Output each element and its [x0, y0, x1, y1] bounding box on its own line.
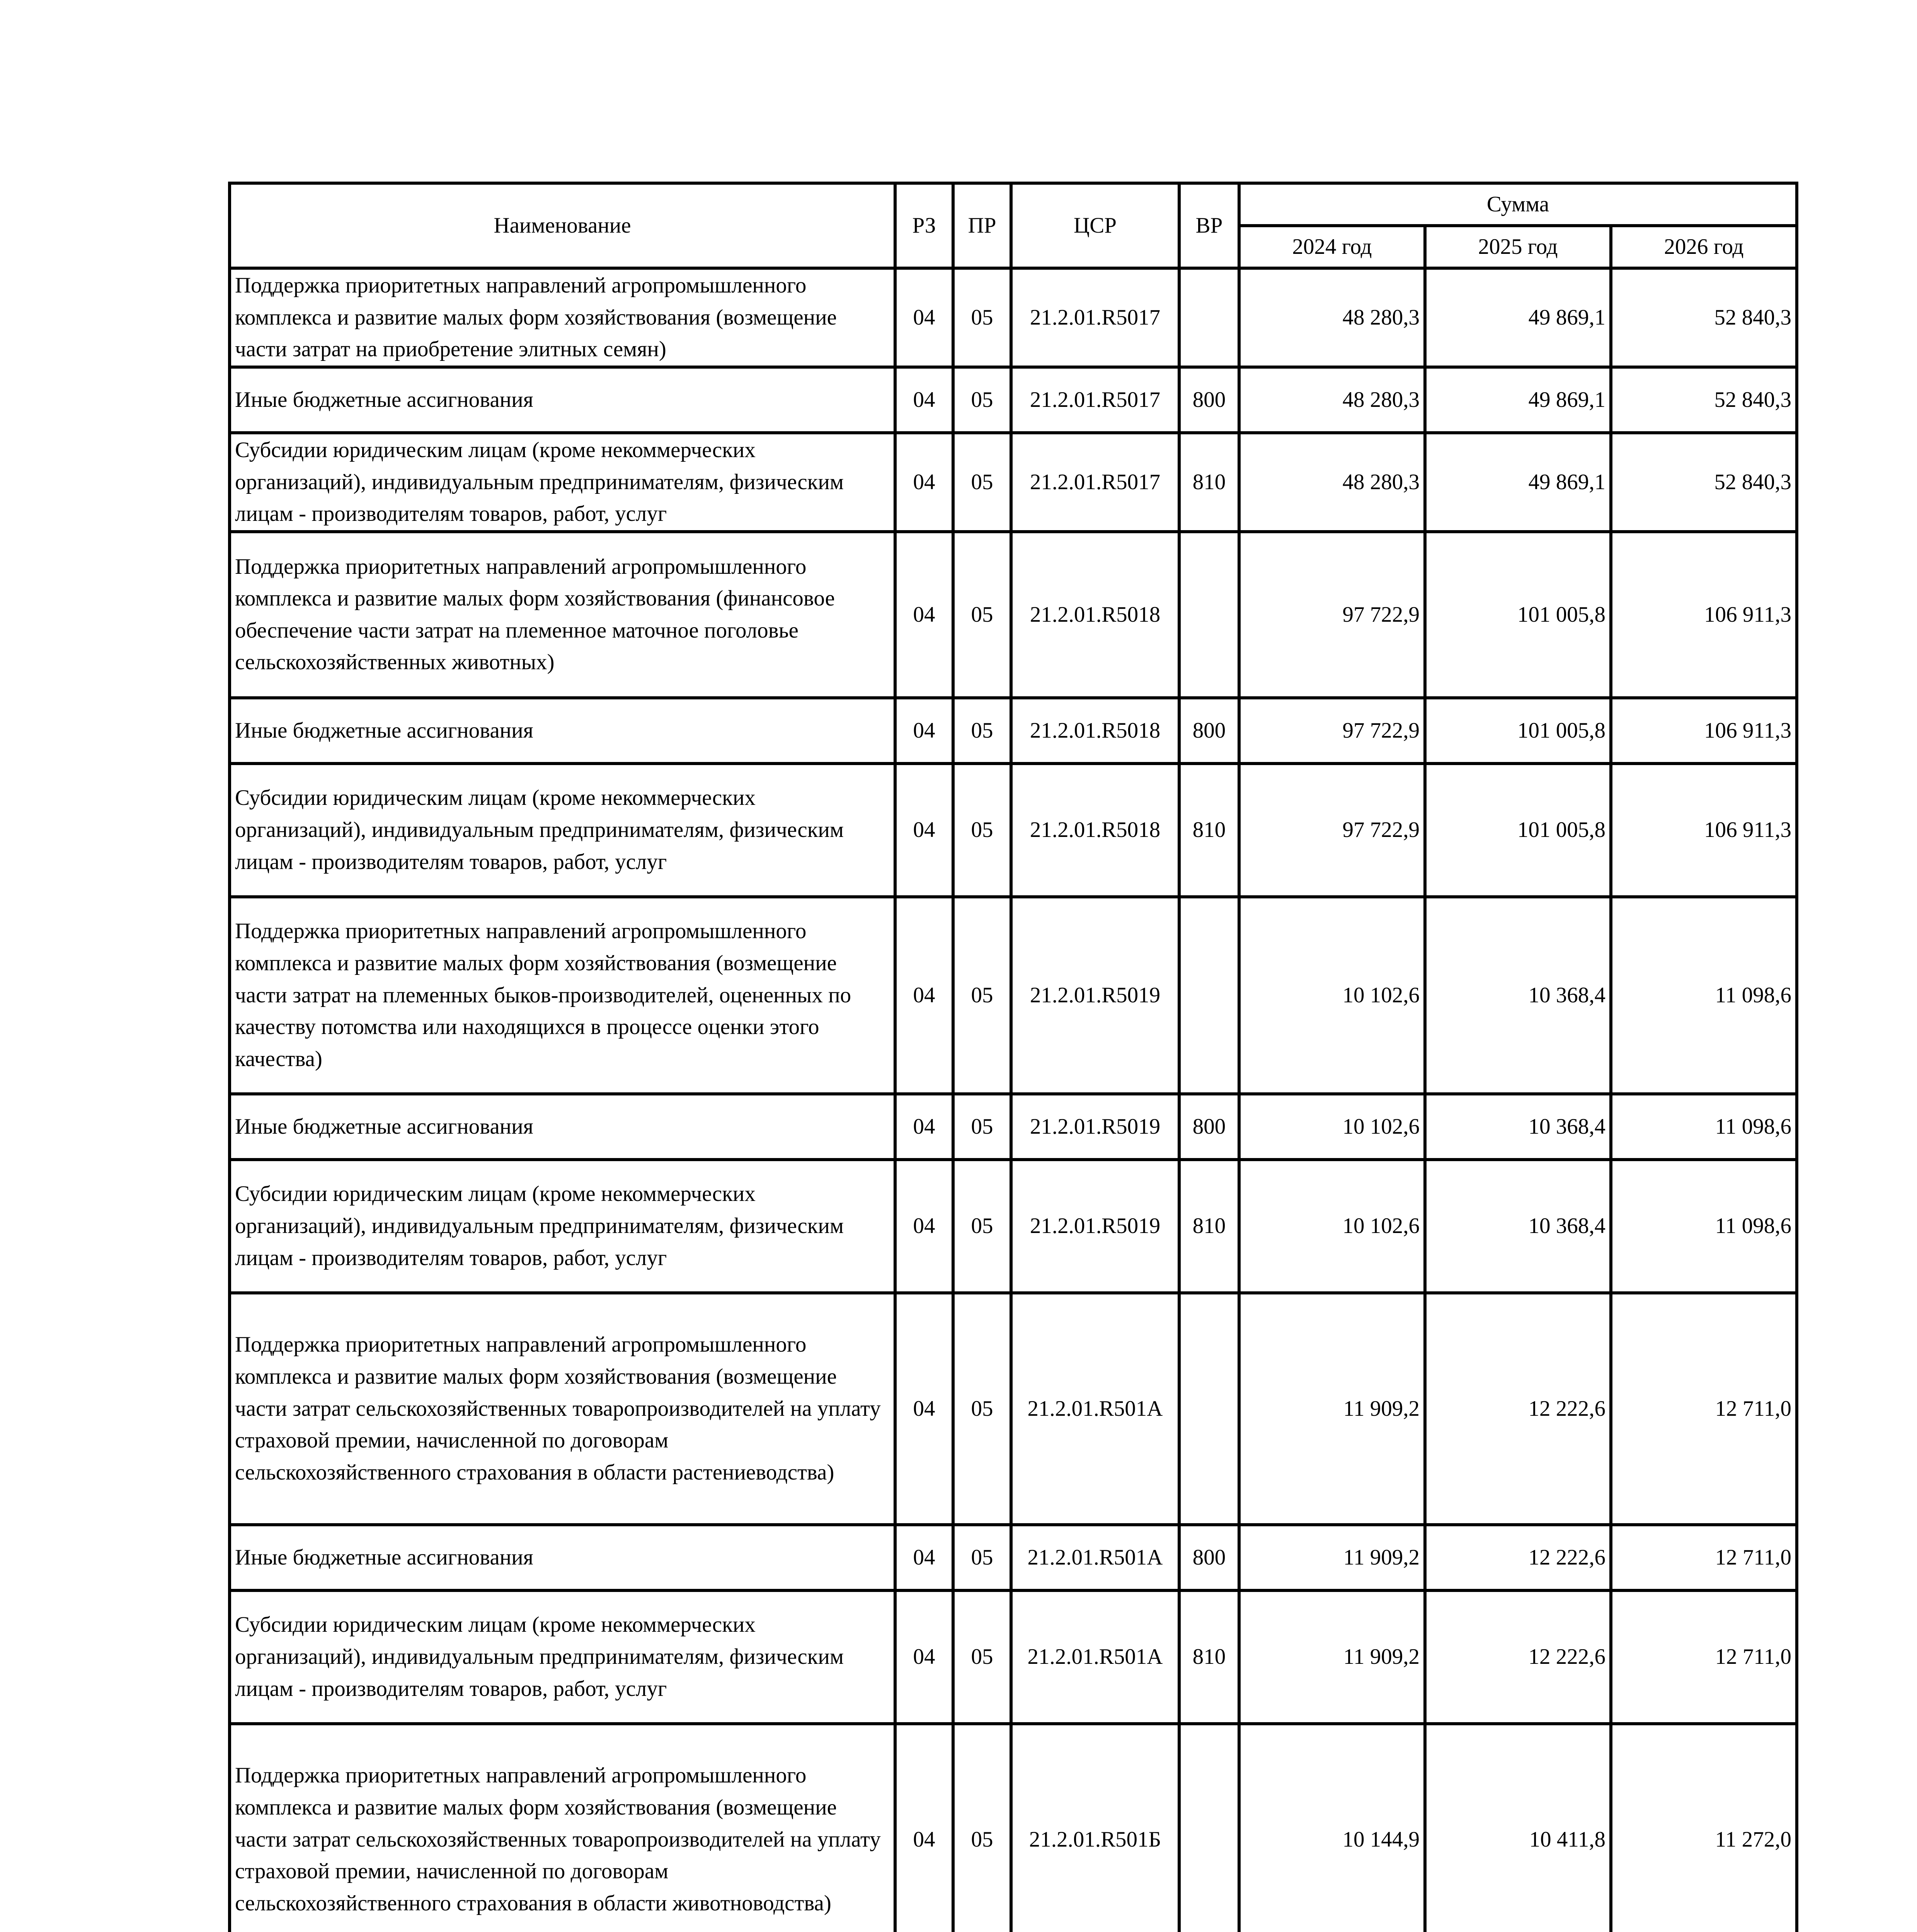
row-name: Субсидии юридическим лицам (кроме некоммерческих организаций), индивидуальным предпринимателям, физическим лицам - производителям товаров, работ, услуг: [230, 1590, 895, 1724]
table-row: [230, 1525, 1797, 1590]
table-row: [230, 897, 1797, 1094]
row-pr: 05: [953, 698, 1011, 764]
header-rz: РЗ: [895, 183, 953, 268]
row-sum-2024: 11 909,2: [1239, 1293, 1425, 1525]
row-pr: 05: [953, 1590, 1011, 1724]
table-row: [230, 698, 1797, 764]
row-sum-2025: 101 005,8: [1425, 698, 1611, 764]
row-csr: 21.2.01.R5017: [1011, 433, 1179, 532]
row-sum-2024: 48 280,3: [1239, 367, 1425, 433]
row-sum-2025: 101 005,8: [1425, 764, 1611, 897]
row-sum-2025: 12 222,6: [1425, 1293, 1611, 1525]
row-vr: 810: [1179, 433, 1239, 532]
row-pr: 05: [953, 1525, 1011, 1590]
row-sum-2026: 52 840,3: [1611, 367, 1797, 433]
table-header: [230, 183, 1797, 268]
row-sum-2025: 12 222,6: [1425, 1590, 1611, 1724]
row-sum-2026: 11 098,6: [1611, 1160, 1797, 1293]
table-row: [230, 1724, 1797, 1932]
row-sum-2025: 10 368,4: [1425, 897, 1611, 1094]
row-csr: 21.2.01.R501Б: [1011, 1724, 1179, 1932]
row-sum-2026: 11 272,0: [1611, 1724, 1797, 1932]
row-sum-2024: 10 102,6: [1239, 897, 1425, 1094]
row-vr: 800: [1179, 1525, 1239, 1590]
row-pr: 05: [953, 764, 1011, 897]
row-rz: 04: [895, 1590, 953, 1724]
row-pr: 05: [953, 1293, 1011, 1525]
row-rz: 04: [895, 1525, 953, 1590]
table-row: [230, 367, 1797, 433]
row-rz: 04: [895, 764, 953, 897]
table-row: [230, 268, 1797, 367]
row-vr: [1179, 268, 1239, 367]
row-name: Субсидии юридическим лицам (кроме некоммерческих организаций), индивидуальным предпринимателям, физическим лицам - производителям товаров, работ, услуг: [230, 764, 895, 897]
row-sum-2026: 11 098,6: [1611, 897, 1797, 1094]
row-sum-2025: 12 222,6: [1425, 1525, 1611, 1590]
row-pr: 05: [953, 1160, 1011, 1293]
row-sum-2025: 10 368,4: [1425, 1094, 1611, 1160]
row-sum-2025: 101 005,8: [1425, 532, 1611, 698]
row-csr: 21.2.01.R501А: [1011, 1525, 1179, 1590]
row-sum-2024: 10 102,6: [1239, 1160, 1425, 1293]
header-year-2026: 2026 год: [1611, 226, 1797, 268]
table-body: [230, 268, 1797, 1932]
row-pr: 05: [953, 897, 1011, 1094]
row-pr: 05: [953, 1094, 1011, 1160]
row-rz: 04: [895, 433, 953, 532]
table-row: [230, 433, 1797, 532]
row-csr: 21.2.01.R5018: [1011, 532, 1179, 698]
row-name: Поддержка приоритетных направлений агропромышленного комплекса и развитие малых форм хозяйствования (финансовое обеспечение части затрат на племенное маточное поголовье сельскохозяйственных животных): [230, 532, 895, 698]
table-row: [230, 1094, 1797, 1160]
row-name: Поддержка приоритетных направлений агропромышленного комплекса и развитие малых форм хозяйствования (возмещение части затрат сельскохозяйственных товаропроизводителей на уплату страховой премии, начисленной по договорам сельскохозяйственного страхования в области растениеводства): [230, 1293, 895, 1525]
row-csr: 21.2.01.R5017: [1011, 268, 1179, 367]
row-pr: 05: [953, 268, 1011, 367]
row-sum-2024: 97 722,9: [1239, 532, 1425, 698]
row-csr: 21.2.01.R5019: [1011, 897, 1179, 1094]
row-csr: 21.2.01.R501А: [1011, 1590, 1179, 1724]
row-vr: [1179, 1724, 1239, 1932]
row-rz: 04: [895, 367, 953, 433]
header-year-2025: 2025 год: [1425, 226, 1611, 268]
row-csr: 21.2.01.R5019: [1011, 1094, 1179, 1160]
table-row: [230, 532, 1797, 698]
table-row: [230, 764, 1797, 897]
header-pr: ПР: [953, 183, 1011, 268]
row-name: Субсидии юридическим лицам (кроме некоммерческих организаций), индивидуальным предпринимателям, физическим лицам - производителям товаров, работ, услуг: [230, 1160, 895, 1293]
row-sum-2024: 48 280,3: [1239, 433, 1425, 532]
row-sum-2024: 48 280,3: [1239, 268, 1425, 367]
header-csr: ЦСР: [1011, 183, 1179, 268]
row-vr: 800: [1179, 1094, 1239, 1160]
row-sum-2024: 97 722,9: [1239, 698, 1425, 764]
row-csr: 21.2.01.R5017: [1011, 367, 1179, 433]
row-sum-2026: 52 840,3: [1611, 433, 1797, 532]
row-sum-2025: 49 869,1: [1425, 367, 1611, 433]
row-vr: 800: [1179, 367, 1239, 433]
row-sum-2025: 49 869,1: [1425, 433, 1611, 532]
row-name: Иные бюджетные ассигнования: [230, 698, 895, 764]
row-csr: 21.2.01.R5019: [1011, 1160, 1179, 1293]
row-sum-2026: 12 711,0: [1611, 1525, 1797, 1590]
row-name: Иные бюджетные ассигнования: [230, 1094, 895, 1160]
table-row: [230, 1293, 1797, 1525]
row-sum-2025: 10 368,4: [1425, 1160, 1611, 1293]
row-sum-2026: 52 840,3: [1611, 268, 1797, 367]
row-sum-2024: 10 102,6: [1239, 1094, 1425, 1160]
row-sum-2024: 11 909,2: [1239, 1525, 1425, 1590]
row-vr: 810: [1179, 764, 1239, 897]
row-csr: 21.2.01.R501А: [1011, 1293, 1179, 1525]
row-sum-2026: 12 711,0: [1611, 1590, 1797, 1724]
row-sum-2025: 10 411,8: [1425, 1724, 1611, 1932]
row-sum-2026: 12 711,0: [1611, 1293, 1797, 1525]
row-pr: 05: [953, 532, 1011, 698]
header-year-2024: 2024 год: [1239, 226, 1425, 268]
table-row: [230, 1590, 1797, 1724]
row-csr: 21.2.01.R5018: [1011, 698, 1179, 764]
row-name: Поддержка приоритетных направлений агропромышленного комплекса и развитие малых форм хозяйствования (возмещение части затрат на приобретение элитных семян): [230, 268, 895, 367]
row-rz: 04: [895, 1160, 953, 1293]
row-pr: 05: [953, 1724, 1011, 1932]
row-rz: 04: [895, 268, 953, 367]
row-name: Поддержка приоритетных направлений агропромышленного комплекса и развитие малых форм хозяйствования (возмещение части затрат сельскохозяйственных товаропроизводителей на уплату страховой премии, начисленной по договорам сельскохозяйственного страхования в области животноводства): [230, 1724, 895, 1932]
row-sum-2025: 49 869,1: [1425, 268, 1611, 367]
row-pr: 05: [953, 367, 1011, 433]
row-rz: 04: [895, 1094, 953, 1160]
row-sum-2026: 106 911,3: [1611, 764, 1797, 897]
header-name: Наименование: [230, 183, 895, 268]
row-pr: 05: [953, 433, 1011, 532]
row-sum-2026: 106 911,3: [1611, 532, 1797, 698]
row-vr: 810: [1179, 1160, 1239, 1293]
row-name: Иные бюджетные ассигнования: [230, 367, 895, 433]
row-sum-2026: 11 098,6: [1611, 1094, 1797, 1160]
row-rz: 04: [895, 1293, 953, 1525]
row-rz: 04: [895, 1724, 953, 1932]
table-row: [230, 1160, 1797, 1293]
row-vr: [1179, 532, 1239, 698]
row-vr: [1179, 1293, 1239, 1525]
row-name: Иные бюджетные ассигнования: [230, 1525, 895, 1590]
row-sum-2024: 10 144,9: [1239, 1724, 1425, 1932]
row-rz: 04: [895, 698, 953, 764]
row-name: Поддержка приоритетных направлений агропромышленного комплекса и развитие малых форм хозяйствования (возмещение части затрат на племенных быков-производителей, оцененных по качеству потомства или находящихся в процессе оценки этого качества): [230, 897, 895, 1094]
row-vr: 810: [1179, 1590, 1239, 1724]
header-vr: ВР: [1179, 183, 1239, 268]
row-vr: [1179, 897, 1239, 1094]
row-csr: 21.2.01.R5018: [1011, 764, 1179, 897]
row-vr: 800: [1179, 698, 1239, 764]
row-sum-2026: 106 911,3: [1611, 698, 1797, 764]
row-rz: 04: [895, 532, 953, 698]
header-sum: Сумма: [1239, 183, 1797, 226]
row-sum-2024: 97 722,9: [1239, 764, 1425, 897]
row-sum-2024: 11 909,2: [1239, 1590, 1425, 1724]
row-rz: 04: [895, 897, 953, 1094]
row-name: Субсидии юридическим лицам (кроме некоммерческих организаций), индивидуальным предпринимателям, физическим лицам - производителям товаров, работ, услуг: [230, 433, 895, 532]
budget-table: [228, 182, 1798, 1932]
